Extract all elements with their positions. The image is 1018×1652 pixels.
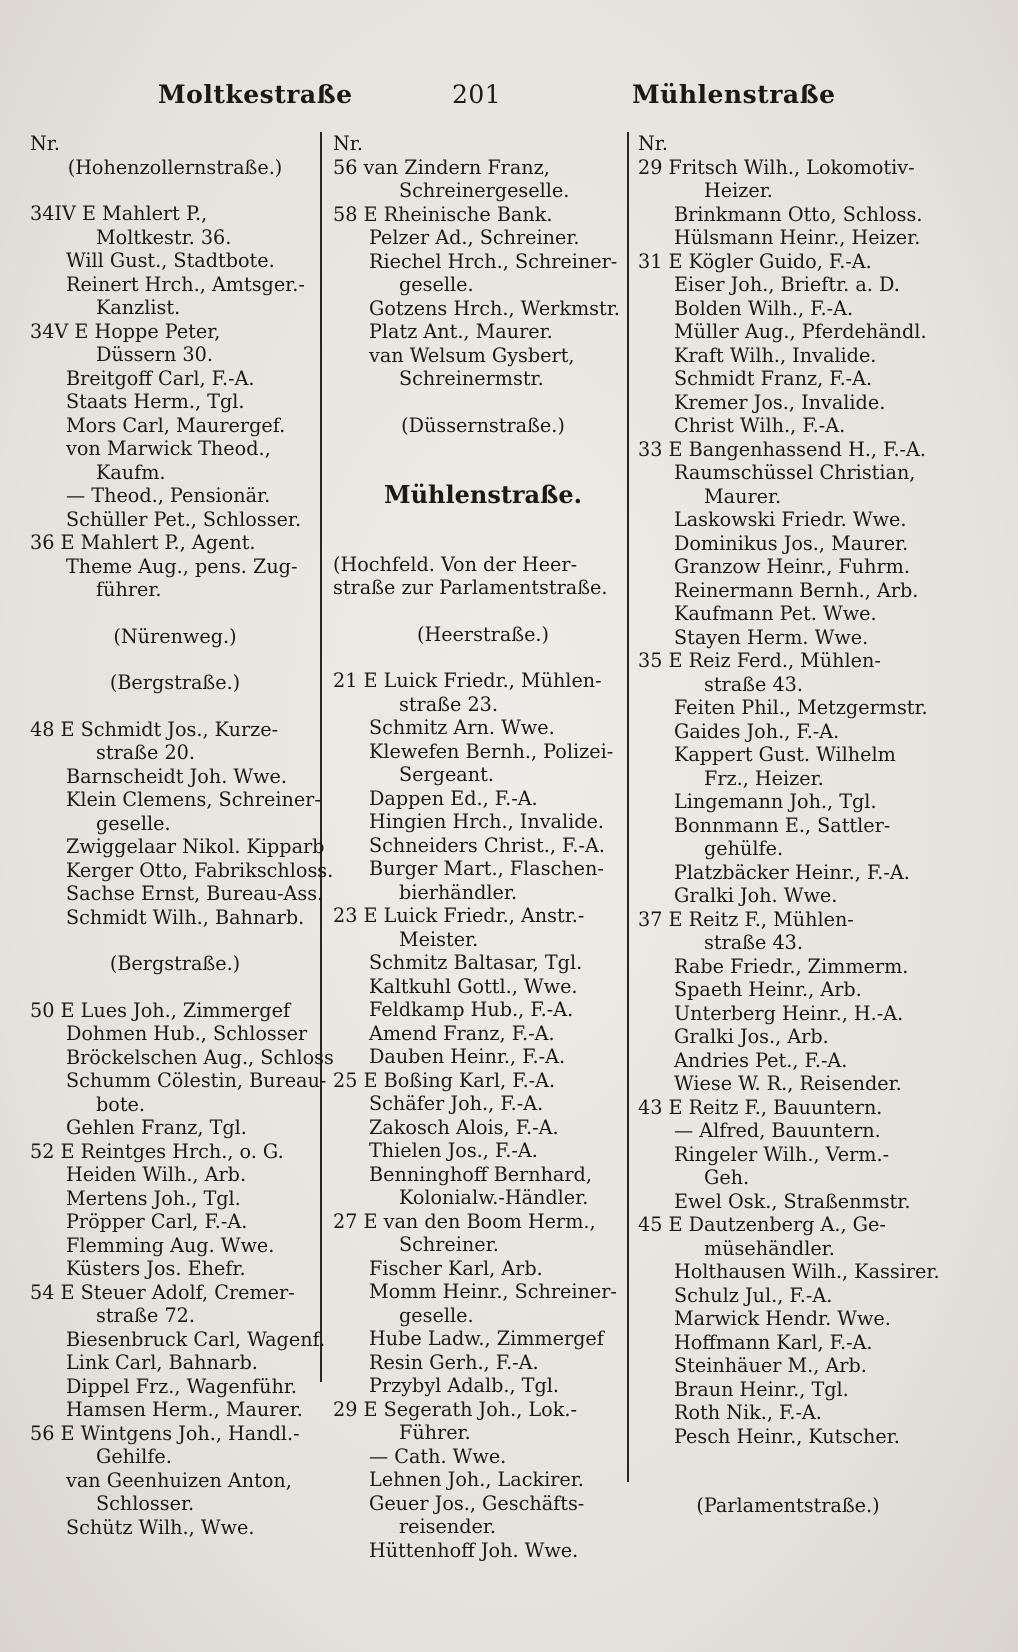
directory-entry: Platzbäcker Heinr., F.-A. bbox=[674, 860, 910, 884]
directory-entry: Meister. bbox=[399, 927, 479, 951]
directory-entry: Müller Aug., Pferdehändl. bbox=[674, 320, 927, 343]
directory-entry: Andries Pet., F.-A. bbox=[674, 1048, 848, 1072]
directory-entry bbox=[30, 648, 320, 671]
directory-entry: Reinermann Bernh., Arb. bbox=[674, 578, 919, 602]
directory-entry: Geh. bbox=[704, 1166, 750, 1189]
directory-entry: 37 E Reitz F., Mühlen- bbox=[638, 907, 854, 931]
directory-entry: Ringeler Wilh., Verm.- bbox=[674, 1142, 890, 1166]
directory-entry: 48 E Schmidt Jos., Kurze- bbox=[30, 717, 279, 741]
directory-entry: Nr. bbox=[638, 132, 668, 155]
directory-entry: Feiten Phil., Metzgermstr. bbox=[674, 696, 928, 719]
street-heading: Mühlenstraße. bbox=[384, 480, 582, 509]
directory-entry: Lehnen Joh., Lackirer. bbox=[369, 1468, 584, 1491]
directory-entry: Schulz Jul., F.-A. bbox=[674, 1283, 833, 1307]
section-heading: (Parlamentstraße.) bbox=[696, 1494, 880, 1517]
directory-entry: Kaltkuhl Gottl., Wwe. bbox=[369, 974, 578, 998]
directory-entry: Laskowski Friedr. Wwe. bbox=[674, 508, 907, 531]
directory-entry: (Hochfeld. Von der Heer- bbox=[333, 552, 578, 576]
directory-entry: Dippel Frz., Wagenführ. bbox=[66, 1374, 298, 1398]
directory-entry bbox=[30, 976, 320, 999]
directory-entry: Ewel Osk., Straßenmstr. bbox=[674, 1189, 911, 1213]
directory-entry: Przybyl Adalb., Tgl. bbox=[369, 1374, 560, 1397]
directory-entry: bierhändler. bbox=[399, 880, 518, 904]
directory-entry: Bröckelschen Aug., Schloss bbox=[66, 1045, 334, 1069]
directory-entry: 36 E Mahlert P., Agent. bbox=[30, 531, 256, 554]
directory-entry: Christ Wilh., F.-A. bbox=[674, 414, 846, 437]
directory-entry: Reinert Hrch., Amtsger.- bbox=[66, 272, 305, 296]
directory-entry: 25 E Boßing Karl, F.-A. bbox=[333, 1068, 556, 1092]
directory-entry: von Marwick Theod., bbox=[66, 437, 271, 460]
directory-entry: — Cath. Wwe. bbox=[369, 1444, 507, 1468]
directory-entry: Pesch Heinr., Kutscher. bbox=[674, 1424, 900, 1448]
directory-entry: Sachse Ernst, Bureau-Ass. bbox=[66, 882, 324, 905]
section-heading: (Nürenweg.) bbox=[113, 624, 237, 648]
directory-entry: straße 72. bbox=[96, 1304, 195, 1327]
directory-entry: Kaufmann Pet. Wwe. bbox=[674, 602, 877, 625]
directory-entry bbox=[30, 695, 320, 718]
directory-entry: Heizer. bbox=[704, 179, 773, 202]
directory-entry: Resin Gerh., F.-A. bbox=[369, 1350, 539, 1374]
directory-entry: Fischer Karl, Arb. bbox=[369, 1256, 543, 1280]
directory-entry bbox=[638, 1471, 938, 1494]
directory-entry: führer. bbox=[96, 578, 162, 601]
directory-entry: straße 43. bbox=[704, 672, 803, 696]
directory-entry: 45 E Dautzenberg A., Ge- bbox=[638, 1213, 886, 1236]
directory-entry: Hoffmann Karl, F.-A. bbox=[674, 1330, 873, 1354]
directory-entry: Staats Herm., Tgl. bbox=[66, 390, 245, 413]
directory-entry: Gaides Joh., F.-A. bbox=[674, 719, 840, 743]
directory-entry: Schmitz Baltasar, Tgl. bbox=[369, 951, 583, 974]
directory-entry: Dominikus Jos., Maurer. bbox=[674, 531, 909, 555]
directory-entry: straße 43. bbox=[704, 931, 803, 954]
directory-entry bbox=[333, 437, 633, 460]
directory-entry: Theme Aug., pens. Zug- bbox=[66, 554, 298, 578]
directory-entry: Heiden Wilh., Arb. bbox=[66, 1163, 247, 1186]
directory-entry bbox=[333, 600, 633, 623]
directory-entry: Bolden Wilh., F.-A. bbox=[674, 296, 854, 320]
directory-entry: Schreiner. bbox=[399, 1233, 499, 1256]
column-2 bbox=[333, 132, 633, 1562]
directory-entry: Will Gust., Stadtbote. bbox=[66, 249, 275, 272]
directory-entry: Pelzer Ad., Schreiner. bbox=[369, 226, 580, 249]
directory-entry: Lingemann Joh., Tgl. bbox=[674, 790, 877, 813]
directory-entry: 34V E Hoppe Peter, bbox=[30, 319, 221, 343]
directory-entry: Gehlen Franz, Tgl. bbox=[66, 1116, 247, 1139]
directory-entry: — Alfred, Bauuntern. bbox=[674, 1119, 881, 1142]
directory-entry: Klewefen Bernh., Polizei- bbox=[369, 739, 614, 763]
directory-entry: Riechel Hrch., Schreiner- bbox=[369, 249, 618, 273]
directory-entry: Geuer Jos., Geschäfts- bbox=[369, 1491, 585, 1515]
directory-entry: Kaufm. bbox=[96, 460, 166, 484]
directory-entry: van Geenhuizen Anton, bbox=[66, 1468, 292, 1492]
directory-entry: Mertens Joh., Tgl. bbox=[66, 1186, 241, 1210]
directory-entry: Barnscheidt Joh. Wwe. bbox=[66, 764, 288, 788]
directory-entry: Klein Clemens, Schreiner- bbox=[66, 788, 321, 811]
directory-entry: Unterberg Heinr., H.-A. bbox=[674, 1001, 904, 1025]
directory-entry: Stayen Herm. Wwe. bbox=[674, 625, 869, 649]
directory-entry: 29 E Segerath Joh., Lok.- bbox=[333, 1397, 577, 1421]
directory-entry: Zakosch Alois, F.-A. bbox=[369, 1115, 559, 1139]
directory-entry: Dohmen Hub., Schlosser bbox=[66, 1022, 308, 1045]
directory-entry: 43 E Reitz F., Bauuntern. bbox=[638, 1095, 883, 1119]
directory-entry: Schütz Wilh., Wwe. bbox=[66, 1515, 255, 1539]
directory-entry: geselle. bbox=[399, 273, 474, 296]
directory-entry bbox=[30, 179, 320, 202]
directory-entry: Benninghoff Bernhard, bbox=[369, 1162, 592, 1186]
directory-entry: Nr. bbox=[30, 132, 60, 155]
header-left-street: Moltkestraße bbox=[158, 80, 353, 109]
column-divider-1 bbox=[320, 132, 322, 1382]
directory-entry: Thielen Jos., F.-A. bbox=[369, 1139, 538, 1162]
directory-entry: 27 E van den Boom Herm., bbox=[333, 1209, 596, 1233]
directory-entry: Gralki Joh. Wwe. bbox=[674, 884, 838, 907]
directory-entry: 50 E Lues Joh., Zimmergef bbox=[30, 998, 291, 1022]
directory-entry: Kraft Wilh., Invalide. bbox=[674, 343, 877, 367]
directory-entry bbox=[333, 391, 633, 414]
directory-entry: 56 van Zindern Franz, bbox=[333, 155, 550, 179]
directory-entry: reisender. bbox=[399, 1515, 497, 1538]
directory-entry: 54 E Steuer Adolf, Cremer- bbox=[30, 1280, 295, 1304]
directory-entry: Hülsmann Heinr., Heizer. bbox=[674, 226, 921, 249]
directory-entry: Gotzens Hrch., Werkmstr. bbox=[369, 296, 620, 320]
directory-entry: Hamsen Herm., Maurer. bbox=[66, 1398, 303, 1421]
directory-entry: Dappen Ed., F.-A. bbox=[369, 786, 538, 810]
directory-entry: 29 Fritsch Wilh., Lokomotiv- bbox=[638, 155, 915, 179]
directory-entry: Wiese W. R., Reisender. bbox=[674, 1072, 902, 1095]
directory-entry: Zwiggelaar Nikol. Kipparb bbox=[66, 835, 325, 858]
directory-entry: Steinhäuer M., Arb. bbox=[674, 1354, 867, 1377]
directory-entry: Breitgoff Carl, F.-A. bbox=[66, 366, 255, 390]
directory-entry: Kappert Gust. Wilhelm bbox=[674, 743, 896, 766]
directory-entry: Braun Heinr., Tgl. bbox=[674, 1377, 849, 1401]
directory-entry: Gehilfe. bbox=[96, 1445, 172, 1468]
directory-entry: Maurer. bbox=[704, 484, 782, 508]
directory-entry bbox=[333, 530, 633, 553]
directory-entry: Schmidt Franz, F.-A. bbox=[674, 367, 873, 390]
directory-entry: Link Carl, Bahnarb. bbox=[66, 1351, 258, 1374]
directory-entry: Kanzlist. bbox=[96, 296, 181, 319]
directory-entry: Momm Heinr., Schreiner- bbox=[369, 1280, 617, 1303]
column-3 bbox=[638, 132, 938, 1518]
directory-entry: 21 E Luick Friedr., Mühlen- bbox=[333, 669, 602, 692]
directory-entry: Pröpper Carl, F.-A. bbox=[66, 1210, 248, 1233]
directory-entry bbox=[30, 929, 320, 952]
directory-entry: Kolonialw.-Händler. bbox=[399, 1186, 589, 1209]
directory-entry: Schreinergeselle. bbox=[399, 179, 570, 202]
directory-entry: Schüller Pet., Schlosser. bbox=[66, 507, 302, 531]
directory-entry: Kerger Otto, Fabrikschloss. bbox=[66, 858, 334, 882]
directory-entry: 34IV E Mahlert P., bbox=[30, 202, 208, 225]
section-heading: (Bergstraße.) bbox=[109, 952, 241, 975]
directory-entry: Küsters Jos. Ehefr. bbox=[66, 1257, 246, 1280]
directory-entry: Schmidt Wilh., Bahnarb. bbox=[66, 905, 305, 929]
directory-entry: Biesenbruck Carl, Wagenf. bbox=[66, 1327, 326, 1351]
directory-entry: Kremer Jos., Invalide. bbox=[674, 390, 886, 414]
directory-entry bbox=[30, 602, 320, 625]
section-heading: (Düssernstraße.) bbox=[401, 413, 565, 437]
directory-entry: bote. bbox=[96, 1092, 145, 1116]
directory-entry: Raumschüssel Christian, bbox=[674, 461, 916, 484]
directory-entry: Moltkestr. 36. bbox=[96, 225, 232, 249]
directory-entry: Schneiders Christ., F.-A. bbox=[369, 833, 605, 857]
directory-entry: Führer. bbox=[399, 1421, 471, 1444]
directory-entry: Nr. bbox=[333, 132, 363, 155]
directory-entry: Holthausen Wilh., Kassirer. bbox=[674, 1260, 940, 1283]
section-heading: (Heerstraße.) bbox=[416, 622, 550, 646]
column-1 bbox=[30, 132, 334, 1539]
directory-entry: straße zur Parlamentstraße. bbox=[333, 576, 608, 599]
directory-entry: 58 E Rheinische Bank. bbox=[333, 202, 553, 226]
directory-entry: müsehändler. bbox=[704, 1236, 835, 1260]
section-heading: (Hohenzollernstraße.) bbox=[67, 155, 283, 179]
directory-entry: Burger Mart., Flaschen- bbox=[369, 857, 604, 880]
directory-entry: 23 E Luick Friedr., Anstr.- bbox=[333, 904, 585, 927]
directory-entry: Hüttenhoff Joh. Wwe. bbox=[369, 1538, 579, 1562]
directory-entry: Düssern 30. bbox=[96, 343, 213, 366]
directory-entry: geselle. bbox=[399, 1303, 474, 1327]
directory-entry: Flemming Aug. Wwe. bbox=[66, 1233, 275, 1257]
directory-entry: Bonnmann E., Sattler- bbox=[674, 813, 891, 837]
directory-entry: Feldkamp Hub., F.-A. bbox=[369, 998, 574, 1021]
directory-entry: Spaeth Heinr., Arb. bbox=[674, 978, 862, 1001]
header-right-street: Mühlenstraße bbox=[632, 80, 836, 109]
directory-entry: straße 20. bbox=[96, 741, 195, 764]
directory-entry: Roth Nik., F.-A. bbox=[674, 1401, 822, 1424]
directory-entry: straße 23. bbox=[399, 692, 498, 716]
directory-entry bbox=[333, 507, 633, 530]
directory-entry: Hingien Hrch., Invalide. bbox=[369, 810, 604, 833]
directory-entry: Frz., Heizer. bbox=[704, 766, 824, 790]
directory-entry: Schäfer Joh., F.-A. bbox=[369, 1092, 544, 1115]
directory-entry: Amend Franz, F.-A. bbox=[369, 1021, 555, 1045]
directory-entry: 31 E Kögler Guido, F.-A. bbox=[638, 249, 872, 273]
section-heading: (Bergstraße.) bbox=[109, 671, 241, 694]
directory-entry: Granzow Heinr., Fuhrm. bbox=[674, 555, 910, 578]
directory-entry: geselle. bbox=[96, 811, 171, 835]
directory-entry: 35 E Reiz Ferd., Mühlen- bbox=[638, 649, 881, 672]
directory-entry bbox=[638, 1448, 938, 1471]
directory-entry: gehülfe. bbox=[704, 837, 784, 860]
directory-entry: Mors Carl, Maurergef. bbox=[66, 413, 286, 437]
directory-entry: 56 E Wintgens Joh., Handl.- bbox=[30, 1421, 300, 1445]
directory-entry: Gralki Jos., Arb. bbox=[674, 1025, 829, 1048]
directory-entry: Hube Ladw., Zimmergef bbox=[369, 1327, 604, 1350]
page-number: 201 bbox=[452, 80, 502, 109]
directory-entry: Dauben Heinr., F.-A. bbox=[369, 1045, 566, 1068]
directory-entry: van Welsum Gysbert, bbox=[369, 343, 575, 367]
directory-entry: Platz Ant., Maurer. bbox=[369, 320, 553, 343]
directory-entry: Sergeant. bbox=[399, 763, 494, 786]
directory-entry bbox=[333, 646, 633, 669]
directory-entry: Schmitz Arn. Wwe. bbox=[369, 716, 555, 739]
directory-entry: Schumm Cölestin, Bureau- bbox=[66, 1069, 327, 1092]
directory-entry: Brinkmann Otto, Schloss. bbox=[674, 202, 923, 226]
directory-entry: Rabe Friedr., Zimmerm. bbox=[674, 954, 909, 978]
directory-entry: 33 E Bangenhassend H., F.-A. bbox=[638, 437, 926, 461]
directory-entry: Schlosser. bbox=[96, 1492, 195, 1515]
directory-entry: Marwick Hendr. Wwe. bbox=[674, 1307, 891, 1330]
directory-entry: — Theod., Pensionär. bbox=[66, 484, 271, 507]
directory-entry: Schreinermstr. bbox=[399, 367, 544, 390]
directory-entry: 52 E Reintges Hrch., o. G. bbox=[30, 1139, 284, 1163]
directory-entry: Eiser Joh., Brieftr. a. D. bbox=[674, 273, 900, 296]
